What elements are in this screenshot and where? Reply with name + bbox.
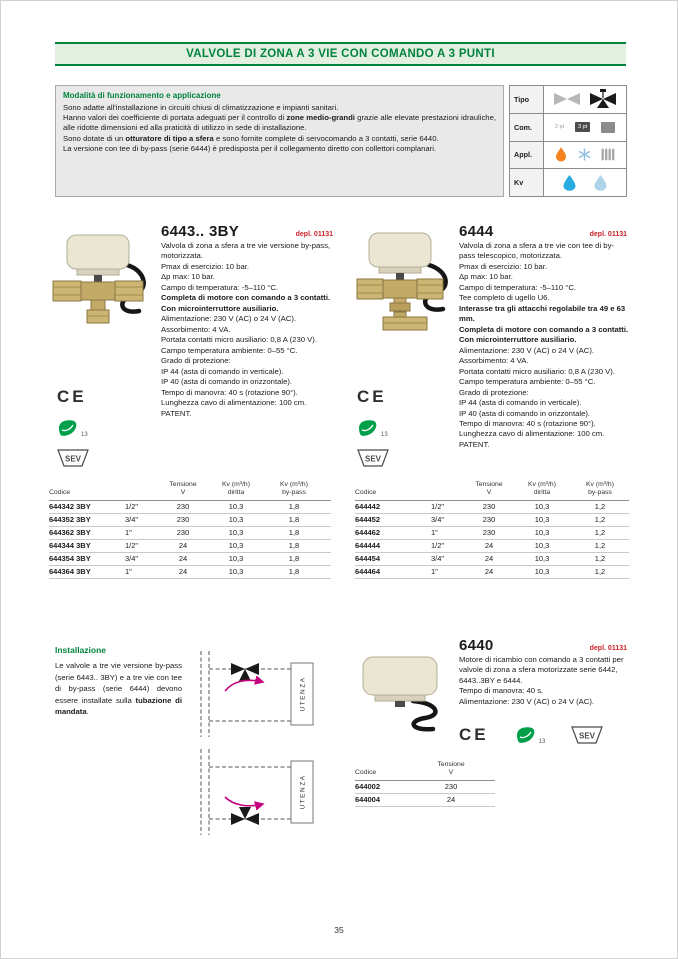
col-header-kv-diritta: Kv (m³/h) diritta <box>528 481 556 497</box>
product-6443-code: 6443.. 3BY <box>161 223 240 240</box>
description-line: Campo temperatura ambiente: 0–55 °C. <box>161 345 298 355</box>
spec-label-kv: Kv <box>510 169 544 196</box>
intro-box <box>55 85 504 197</box>
table-row: 644464 1" 24 10,3 1,2 <box>355 566 629 579</box>
description-line: Valvola di zona a sfera a tre vie versione by-pass, motorizzata. <box>161 241 331 261</box>
certification-icon <box>515 725 537 745</box>
page-title-bar <box>55 42 626 66</box>
snowflake-icon <box>578 148 591 161</box>
product-6440-description <box>459 655 629 707</box>
table-row: 644454 3/4" 24 10,3 1,2 <box>355 553 629 566</box>
installation-diagram-bypass <box>187 647 333 741</box>
description-line: Grado di protezione: <box>459 387 529 397</box>
valve-2way-icon <box>554 92 580 106</box>
description-line: IP 44 (asta di comando in verticale). <box>459 398 582 408</box>
ce-mark: CE <box>357 387 387 406</box>
ce-mark: CE <box>459 725 489 744</box>
description-line: Alimentazione: 230 V (AC) o 24 V (AC). <box>459 345 595 355</box>
table-row: 644442 1/2" 230 10,3 1,2 <box>355 501 629 514</box>
product-6440-image <box>355 647 453 735</box>
description-line: IP 44 (asta di comando in verticale). <box>161 366 284 376</box>
certification-icon <box>357 418 379 438</box>
description-line: Campo di temperatura: -5–110 °C. <box>459 282 577 292</box>
flow-arrow <box>225 680 263 691</box>
sev-mark <box>357 449 389 467</box>
description-line: Valvola di zona a sfera a tre vie con tee di by-pass telescopico, motorizzata. <box>459 241 614 261</box>
col-header-tensione: Tensione V <box>169 481 197 497</box>
col-header-tensione: Tensione V <box>475 481 503 497</box>
com-option-2pt: 2 pt <box>554 124 565 131</box>
description-line: Motore di ricambio con comando a 3 contatti per valvole di zona a sfera motorizzate serie 6442, 6443..3BY e 6444. <box>459 655 624 685</box>
product-6440-header <box>459 637 627 654</box>
description-line: Alimentazione: 230 V (AC) o 24 V (AC). <box>161 314 297 324</box>
spec-row-tipo <box>510 86 626 114</box>
product-6444-marks <box>357 387 389 467</box>
description-line: PATENT. <box>459 439 490 449</box>
description-line: IP 40 (asta di comando in orizzontale). <box>161 377 293 387</box>
table-row: 644364 3BY 1" 24 10,3 1,8 <box>49 566 331 579</box>
product-6440-marks <box>459 725 603 745</box>
sev-label: SEV <box>64 454 82 464</box>
intro-paragraph-3: Sono dotate di un otturatore di tipo a sfera e sono fornite complete di servocomando a 3 contatti, serie 6440. <box>63 133 439 143</box>
description-line: Tee completo di ugello U6. <box>459 293 550 303</box>
table-row: 644362 3BY 1" 230 10,3 1,8 <box>49 527 331 540</box>
description-line: Δp max: 10 bar. <box>459 272 513 282</box>
description-line: Interasse tra gli attacchi regolabile tra 49 e 63 mm. <box>459 303 626 324</box>
description-line: Con microinterruttore ausiliario. <box>459 335 577 345</box>
description-line: Tempo di manovra: 40 s (rotazione 90°). <box>161 387 298 397</box>
ce-mark: CE <box>57 387 87 406</box>
sev-mark <box>571 726 603 744</box>
spec-row-kv <box>510 169 626 196</box>
table-row: 644452 3/4" 230 10,3 1,2 <box>355 514 629 527</box>
installation-text: Le valvole a tre vie versione by-pass (serie 6443.. 3BY) e a tre vie con tee di by-pass (serie 6444) devono essere installate sulla tubazione di mandata. <box>55 661 183 717</box>
table-6444-head <box>355 481 629 501</box>
utenza-label: UTENZA <box>299 774 307 810</box>
flow-arrow <box>225 797 263 806</box>
col-header-kv-bypass: Kv (m³/h) by-pass <box>280 481 308 497</box>
sev-label: SEV <box>364 454 382 464</box>
description-line: Pmax di esercizio: 10 bar. <box>459 261 548 271</box>
table-row: 644342 3BY 1/2" 230 10,3 1,8 <box>49 501 331 514</box>
radiator-icon <box>601 148 615 161</box>
col-header-kv-diritta: Kv (m³/h) diritta <box>222 481 250 497</box>
water-drop-icon <box>563 175 576 191</box>
installation-diagram-tee <box>187 745 333 839</box>
intro-paragraph-1: Sono adatte all'installazione in circuiti chiusi di climatizzazione e impianti sanitari. <box>63 103 339 112</box>
page-title: VALVOLE DI ZONA A 3 VIE CON COMANDO A 3 PUNTI <box>186 48 495 60</box>
product-6443-depl: depl. 01131 <box>295 231 333 238</box>
table-row: 644344 3BY 1/2" 24 10,3 1,8 <box>49 540 331 553</box>
intro-paragraph-4: La versione con tee di by-pass (serie 6444) è predisposta per il collegamento diretto con collettori complanari. <box>63 143 437 153</box>
description-line: Assorbimento: 4 VA. <box>161 324 231 334</box>
description-line: Grado di protezione: <box>161 356 231 366</box>
product-6440-code: 6440 <box>459 637 494 654</box>
spec-row-com <box>510 114 626 142</box>
table-row: 644462 1" 230 10,3 1,2 <box>355 527 629 540</box>
table-6440-head <box>355 761 495 781</box>
certification-mark <box>515 725 546 745</box>
description-line: Lunghezza cavo di alimentazione: 100 cm. <box>161 398 307 408</box>
water-drop-light-icon <box>594 175 607 191</box>
spec-label-tipo: Tipo <box>510 86 544 113</box>
description-line: Campo temperatura ambiente: 0–55 °C. <box>459 377 596 387</box>
product-6440-depl: depl. 01131 <box>589 645 627 652</box>
table-6443-head <box>49 481 331 501</box>
intro-paragraph-2: Hanno valori dei coefficiente di portata adeguati per il controllo di zone medio-grandi grazie alle elevate prestazioni idrauliche, alle ridotte dimensioni ed alla praticità di utilizzo in sede di installazione. <box>63 113 496 133</box>
valve-3way-icon <box>590 89 616 109</box>
certification-number: 13 <box>81 432 88 438</box>
product-6443-image <box>47 229 157 335</box>
description-line: Alimentazione: 230 V (AC) o 24 V (AC). <box>459 696 595 706</box>
valve-symbol <box>231 663 259 681</box>
description-line: Campo di temperatura: -5–110 °C. <box>161 282 279 292</box>
description-line: Tempo di manovra: 40 s. <box>459 686 544 696</box>
spec-label-com: Com. <box>510 114 544 141</box>
table-6443 <box>49 481 331 579</box>
valve-symbol <box>231 807 259 825</box>
description-line: Portata contatti micro ausiliario: 0,8 A (230 V). <box>459 366 615 376</box>
description-line: Tempo di manovra: 40 s (rotazione 90°). <box>459 418 596 428</box>
col-header-codice: Codice <box>49 489 71 497</box>
product-6443-marks <box>57 387 89 467</box>
intro-heading: Modalità di funzionamento e applicazione <box>63 91 221 100</box>
table-row: 644444 1/2" 24 10,3 1,2 <box>355 540 629 553</box>
product-6443-header <box>161 223 333 240</box>
product-6444-code: 6444 <box>459 223 494 240</box>
description-line: Portata contatti micro ausiliario: 0,8 A (230 V). <box>161 335 317 345</box>
col-header-codice: Codice <box>355 489 377 497</box>
spec-table <box>509 85 627 197</box>
certification-mark <box>57 418 88 438</box>
installation-heading: Installazione <box>55 645 107 655</box>
sev-label: SEV <box>579 731 596 741</box>
description-line: Assorbimento: 4 VA. <box>459 356 529 366</box>
product-6444-image <box>353 229 455 344</box>
description-line: Completa di motore con comando a 3 contatti. <box>459 324 629 334</box>
certification-number: 13 <box>381 432 388 438</box>
flame-icon <box>555 147 567 162</box>
table-row: 644002 230 <box>355 781 495 794</box>
table-6440 <box>355 761 495 807</box>
page-number: 35 <box>334 925 344 935</box>
description-line: Δp max: 10 bar. <box>161 272 215 282</box>
certification-mark <box>357 418 388 438</box>
col-header-kv-bypass: Kv (m³/h) by-pass <box>586 481 614 497</box>
description-line: Pmax di esercizio: 10 bar. <box>161 261 250 271</box>
spec-row-appl <box>510 142 626 170</box>
table-row: 644004 24 <box>355 794 495 807</box>
certification-icon <box>57 418 79 438</box>
col-header-tensione: Tensione V <box>437 761 465 777</box>
description-line: PATENT. <box>161 408 192 418</box>
product-6444-description <box>459 241 629 450</box>
description-line: Con microinterruttore ausiliario. <box>161 303 279 313</box>
description-line: Completa di motore con comando a 3 contatti. <box>161 293 331 303</box>
product-6444-depl: depl. 01131 <box>589 231 627 238</box>
com-option-3pt-selected: 3 pt <box>575 122 590 132</box>
sev-mark <box>57 449 89 467</box>
col-header-codice: Codice <box>355 769 377 777</box>
description-line: Lunghezza cavo di alimentazione: 100 cm. <box>459 429 605 439</box>
table-row: 644352 3BY 3/4" 230 10,3 1,8 <box>49 514 331 527</box>
com-option-mod-icon <box>601 122 615 133</box>
description-line: IP 40 (asta di comando in orizzontale). <box>459 408 591 418</box>
utenza-label: UTENZA <box>299 676 307 712</box>
certification-number: 13 <box>538 739 546 745</box>
product-6444-header <box>459 223 627 240</box>
table-6444 <box>355 481 629 579</box>
spec-label-appl: Appl. <box>510 142 544 169</box>
table-row: 644354 3BY 3/4" 24 10,3 1,8 <box>49 553 331 566</box>
product-6443-description <box>161 241 333 419</box>
